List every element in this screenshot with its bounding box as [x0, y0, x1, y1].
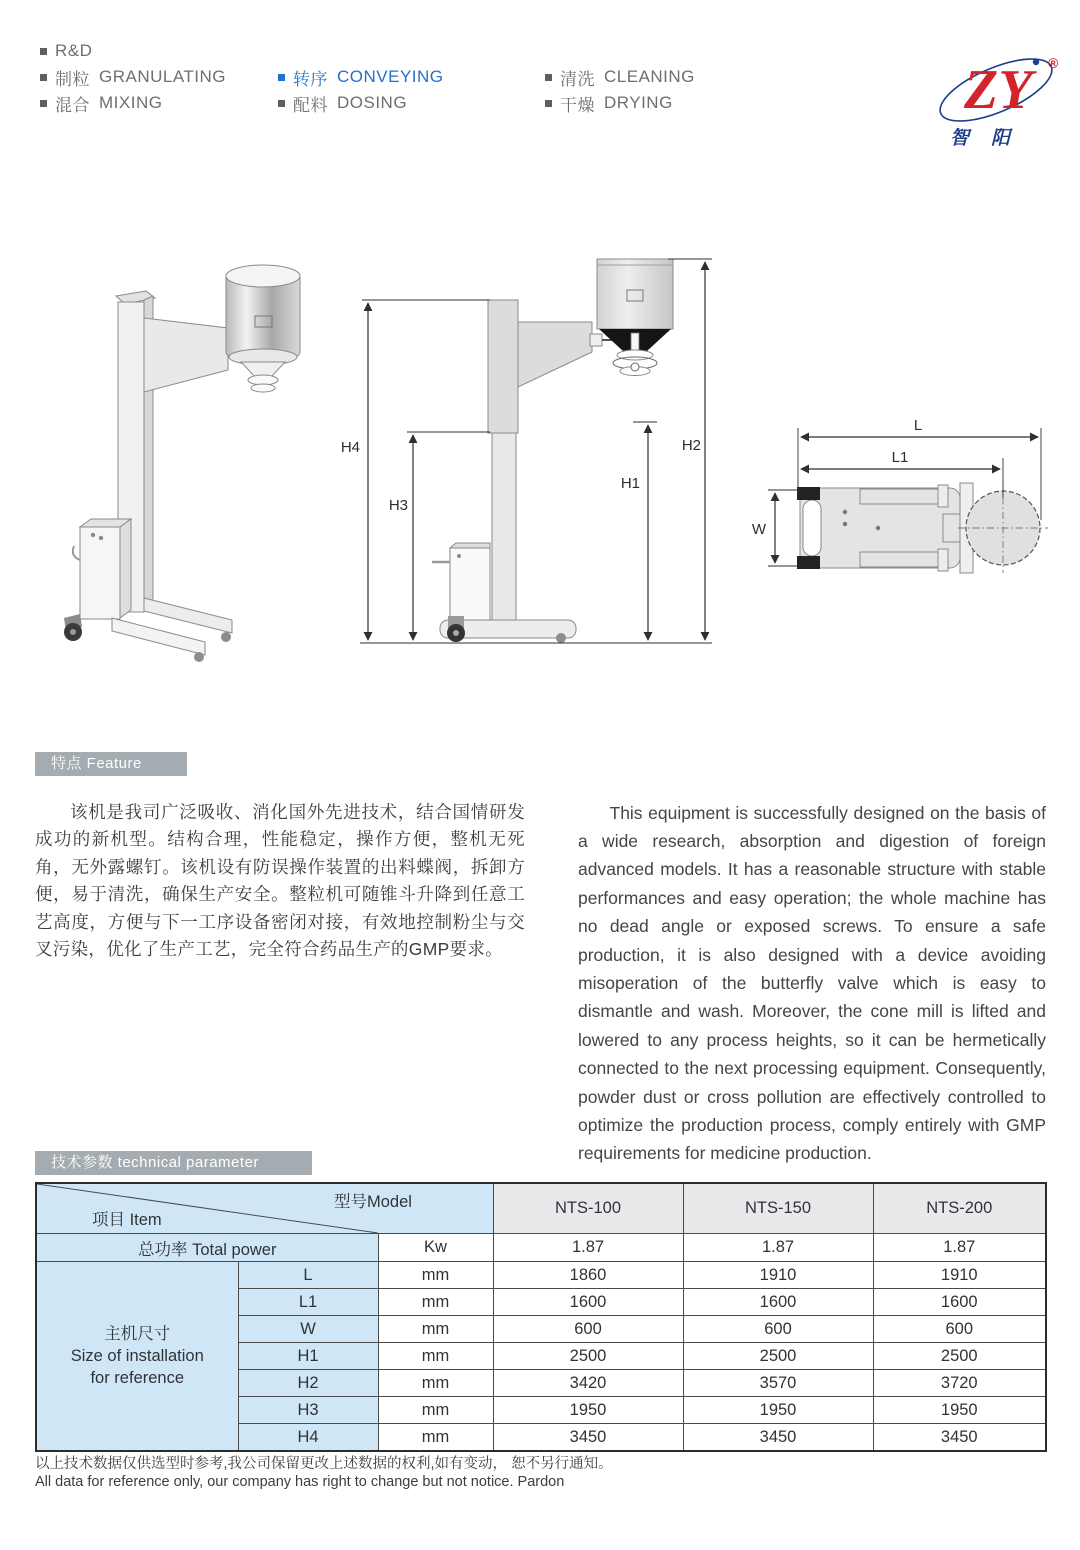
category-label-zh: 混合 — [55, 95, 90, 115]
side-view-drawing — [341, 259, 712, 643]
category-column-1 — [40, 38, 226, 116]
unit-cell: mm — [378, 1316, 493, 1343]
feature-text-english: This equipment is successfully designed on the basis of a wide research, absorption and digestion of foreign advanced models. It has a reasonable structure with stable performances and easy operation; the whole machine has no dead angle or exposed screws. To ensure a safe production, it is also designed with a device avoiding misoperation of the butterfly valve which is easy to dismantle and wash. Moreover, the cone mill is lifted and lowered to any process heights, so it can be hermetically connected to the next processing equipment. Consequently, powder dust or cross pollution are effectively controlled to optimize the production process, comply entirely with GMP requirements for medicine production. — [578, 802, 1046, 1164]
value-cell: 3450 — [493, 1424, 683, 1452]
disclaimer — [35, 1455, 1035, 1491]
value-cell: 1950 — [493, 1397, 683, 1424]
size-group-label-en: for reference — [90, 1369, 185, 1387]
value-cell: 1600 — [873, 1289, 1046, 1316]
square-bullet-icon — [545, 100, 552, 107]
unit-cell: mm — [378, 1262, 493, 1289]
dimension-name: L — [238, 1262, 378, 1289]
square-bullet-icon — [40, 48, 47, 55]
value-cell: 2500 — [683, 1343, 873, 1370]
value-cell: 600 — [873, 1316, 1046, 1343]
category-label-en: GRANULATING — [99, 67, 227, 86]
category-label-en: CLEANING — [604, 67, 695, 86]
unit-cell: mm — [378, 1397, 493, 1424]
category-label-zh: 转序 — [293, 69, 328, 89]
value-cell: 2500 — [493, 1343, 683, 1370]
dimension-name: H1 — [238, 1343, 378, 1370]
size-group-cell — [36, 1262, 238, 1452]
category-rd — [40, 38, 226, 64]
isometric-view-drawing — [64, 265, 300, 662]
category-label-en: DOSING — [337, 93, 408, 112]
value-cell: 1860 — [493, 1262, 683, 1289]
category-label-en: DRYING — [604, 93, 673, 112]
value-cell: 1950 — [683, 1397, 873, 1424]
table-header-row — [36, 1183, 1046, 1234]
dim-label-l1: L1 — [891, 449, 909, 466]
total-power-label: 总功率 Total power — [36, 1234, 378, 1262]
model-column-header: NTS-200 — [873, 1183, 1046, 1234]
value-cell: 600 — [683, 1316, 873, 1343]
value-cell: 1600 — [683, 1289, 873, 1316]
value-cell: 3450 — [683, 1424, 873, 1452]
parameters-section-badge: 技术参数 technical parameter — [35, 1151, 312, 1175]
value-cell: 3570 — [683, 1370, 873, 1397]
feature-section-badge: 特点 Feature — [35, 752, 187, 776]
value-cell: 1.87 — [873, 1234, 1046, 1262]
value-cell: 1.87 — [493, 1234, 683, 1262]
dimension-name: H3 — [238, 1397, 378, 1424]
dim-label-h2: H2 — [681, 437, 701, 454]
category-label-zh: 制粒 — [55, 69, 90, 89]
category-column-2 — [278, 64, 444, 116]
model-column-header: NTS-100 — [493, 1183, 683, 1234]
category-label-zh: 配料 — [293, 95, 328, 115]
category-label-zh: 干燥 — [560, 95, 595, 115]
value-cell: 600 — [493, 1316, 683, 1343]
value-cell: 1910 — [683, 1262, 873, 1289]
category-conveying-active — [278, 64, 444, 90]
logo-zy-text: ZY — [964, 59, 1033, 121]
category-label-en: MIXING — [99, 93, 163, 112]
unit-cell: mm — [378, 1370, 493, 1397]
logo-registered-mark: ® — [1048, 55, 1059, 71]
unit-cell: mm — [378, 1424, 493, 1452]
square-bullet-icon — [545, 74, 552, 81]
dimension-row-L — [36, 1262, 1046, 1289]
square-bullet-icon — [278, 74, 285, 81]
square-bullet-icon — [40, 74, 47, 81]
parameters-table — [35, 1182, 1047, 1452]
value-cell: 3720 — [873, 1370, 1046, 1397]
zy-logo-icon — [930, 42, 1070, 157]
value-cell: 1600 — [493, 1289, 683, 1316]
item-header-label: 项目 Item — [92, 1211, 162, 1229]
dimension-name: W — [238, 1316, 378, 1343]
logo-subtext: 智阳 — [950, 128, 1033, 149]
square-bullet-icon — [40, 100, 47, 107]
disclaimer-line-zh: 以上技术数据仅供选型时参考,我公司保留更改上述数据的权利,如有变动， 恕不另行通知。 — [35, 1456, 613, 1472]
category-column-3 — [545, 64, 695, 116]
dim-label-h1: H1 — [620, 475, 640, 492]
value-cell: 3450 — [873, 1424, 1046, 1452]
top-view-drawing — [752, 417, 1048, 573]
unit-cell: mm — [378, 1289, 493, 1316]
category-drying — [545, 90, 695, 116]
dimension-name: L1 — [238, 1289, 378, 1316]
value-cell: 1950 — [873, 1397, 1046, 1424]
value-cell: 1910 — [873, 1262, 1046, 1289]
dimension-name: H2 — [238, 1370, 378, 1397]
category-mixing — [40, 90, 226, 116]
dim-label-h3: H3 — [388, 497, 408, 514]
size-group-label-zh: 主机尺寸 — [104, 1325, 171, 1343]
dim-label-h4: H4 — [340, 439, 360, 456]
category-granulating — [40, 64, 226, 90]
feature-text-chinese: 该机是我司广泛吸收、消化国外先进技术，结合国情研发成功的新机型。结构合理，性能稳定，操作方便，整机无死角，无外露螺钉。该机设有防误操作装置的出料蝶阀，拆卸方便，易于清洗，确保生产安全。整粒机可随锥斗升降到任意工艺高度，方便与下一工序设备密闭对接，有效地控制粉尘与交叉污染，优化了生产工艺，完全符合药品生产的GMP要求。 — [35, 801, 525, 960]
value-cell: 3420 — [493, 1370, 683, 1397]
company-logo — [930, 42, 1070, 157]
dimension-name: H4 — [238, 1424, 378, 1452]
technical-drawings — [0, 225, 1080, 670]
value-cell: 1.87 — [683, 1234, 873, 1262]
category-dosing — [278, 90, 444, 116]
category-label: R&D — [55, 41, 93, 60]
item-model-header-cell — [36, 1183, 493, 1234]
category-label-en: CONVEYING — [337, 67, 444, 86]
unit-cell: mm — [378, 1343, 493, 1370]
total-power-row — [36, 1234, 1046, 1262]
model-column-header: NTS-150 — [683, 1183, 873, 1234]
model-header-label: 型号Model — [334, 1193, 412, 1211]
category-cleaning — [545, 64, 695, 90]
unit-cell: Kw — [378, 1234, 493, 1262]
size-group-label-en: Size of installation — [70, 1347, 204, 1365]
square-bullet-icon — [278, 100, 285, 107]
disclaimer-line-en: All data for reference only, our company has right to change but not notice. Pardon — [35, 1474, 565, 1490]
dim-label-l: L — [913, 417, 923, 434]
value-cell: 2500 — [873, 1343, 1046, 1370]
dim-label-w: W — [751, 521, 766, 538]
category-label-zh: 清洗 — [560, 69, 595, 89]
